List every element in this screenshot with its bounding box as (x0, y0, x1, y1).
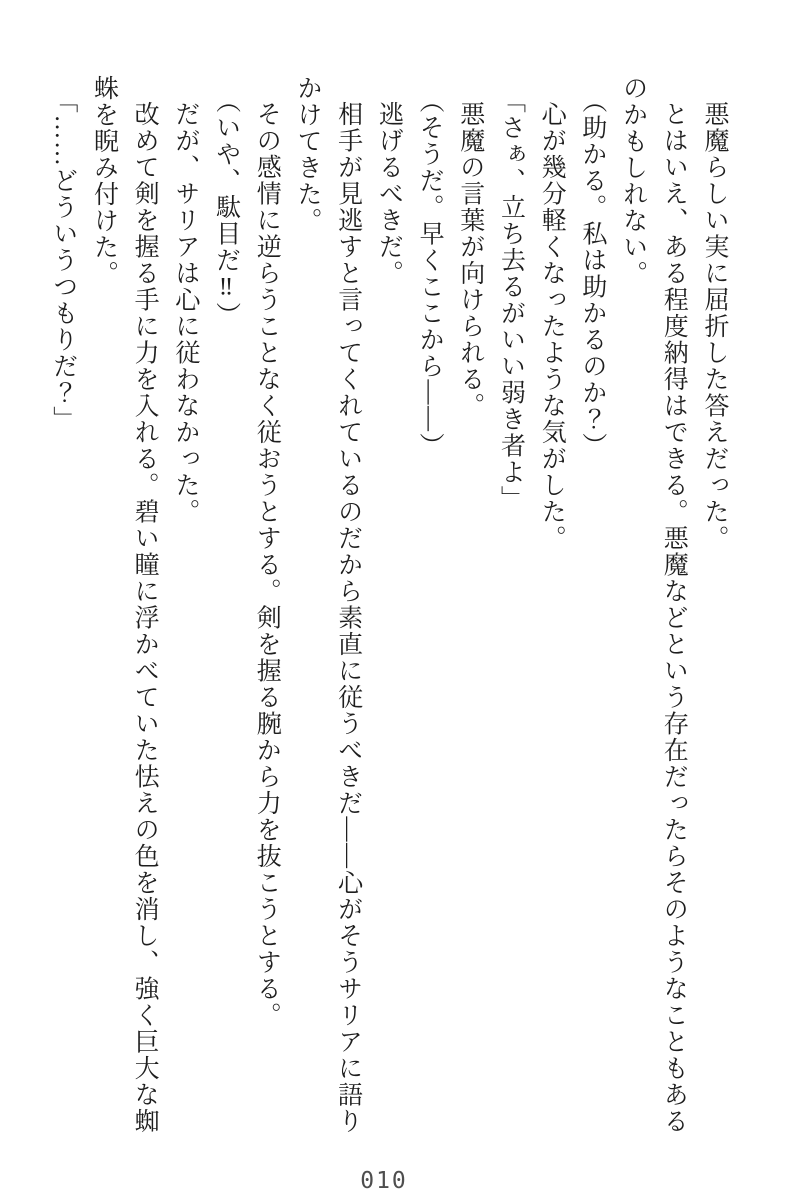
text-line: 相手が見逃すと言ってくれているのだから素直に従うべきだ――心がそうサリアに語り (334, 101, 362, 1135)
text-line: （そうだ。早くここから――） (416, 88, 444, 459)
text-line: （助かる。私は助かるのか？） (578, 88, 606, 459)
text-line: 「さぁ、立ち去るがいい弱き者よ」 (497, 88, 525, 512)
text-line: 「……どういうつもりだ？」 (49, 88, 77, 433)
text-line: のかもしれない。 (619, 75, 647, 287)
text-line: （いや、駄目だ‼） (212, 88, 240, 329)
body-text-block (42, 75, 734, 1133)
page-number: 010 (360, 1168, 408, 1194)
text-line: 悪魔の言葉が向けられる。 (456, 101, 484, 419)
text-line: その感情に逆らうことなく従おうとする。剣を握る腕から力を抜こうとする。 (253, 101, 281, 1029)
text-line: 心が幾分軽くなったような気がした。 (538, 101, 566, 552)
text-line: だが、サリアは心に従わなかった。 (171, 101, 199, 525)
text-line: 蛛を睨み付けた。 (90, 75, 118, 287)
text-line: 改めて剣を握る手に力を入れる。碧い瞳に浮かべていた怯えの色を消し、強く巨大な蜘 (131, 101, 159, 1135)
text-line: 逃げるべきだ。 (375, 101, 403, 287)
text-line: とはいえ、ある程度納得はできる。悪魔などという存在だったらそのようなこともある (660, 101, 688, 1135)
text-line: 悪魔らしい実に屈折した答えだった。 (701, 101, 728, 552)
text-line: かけてきた。 (293, 75, 321, 234)
